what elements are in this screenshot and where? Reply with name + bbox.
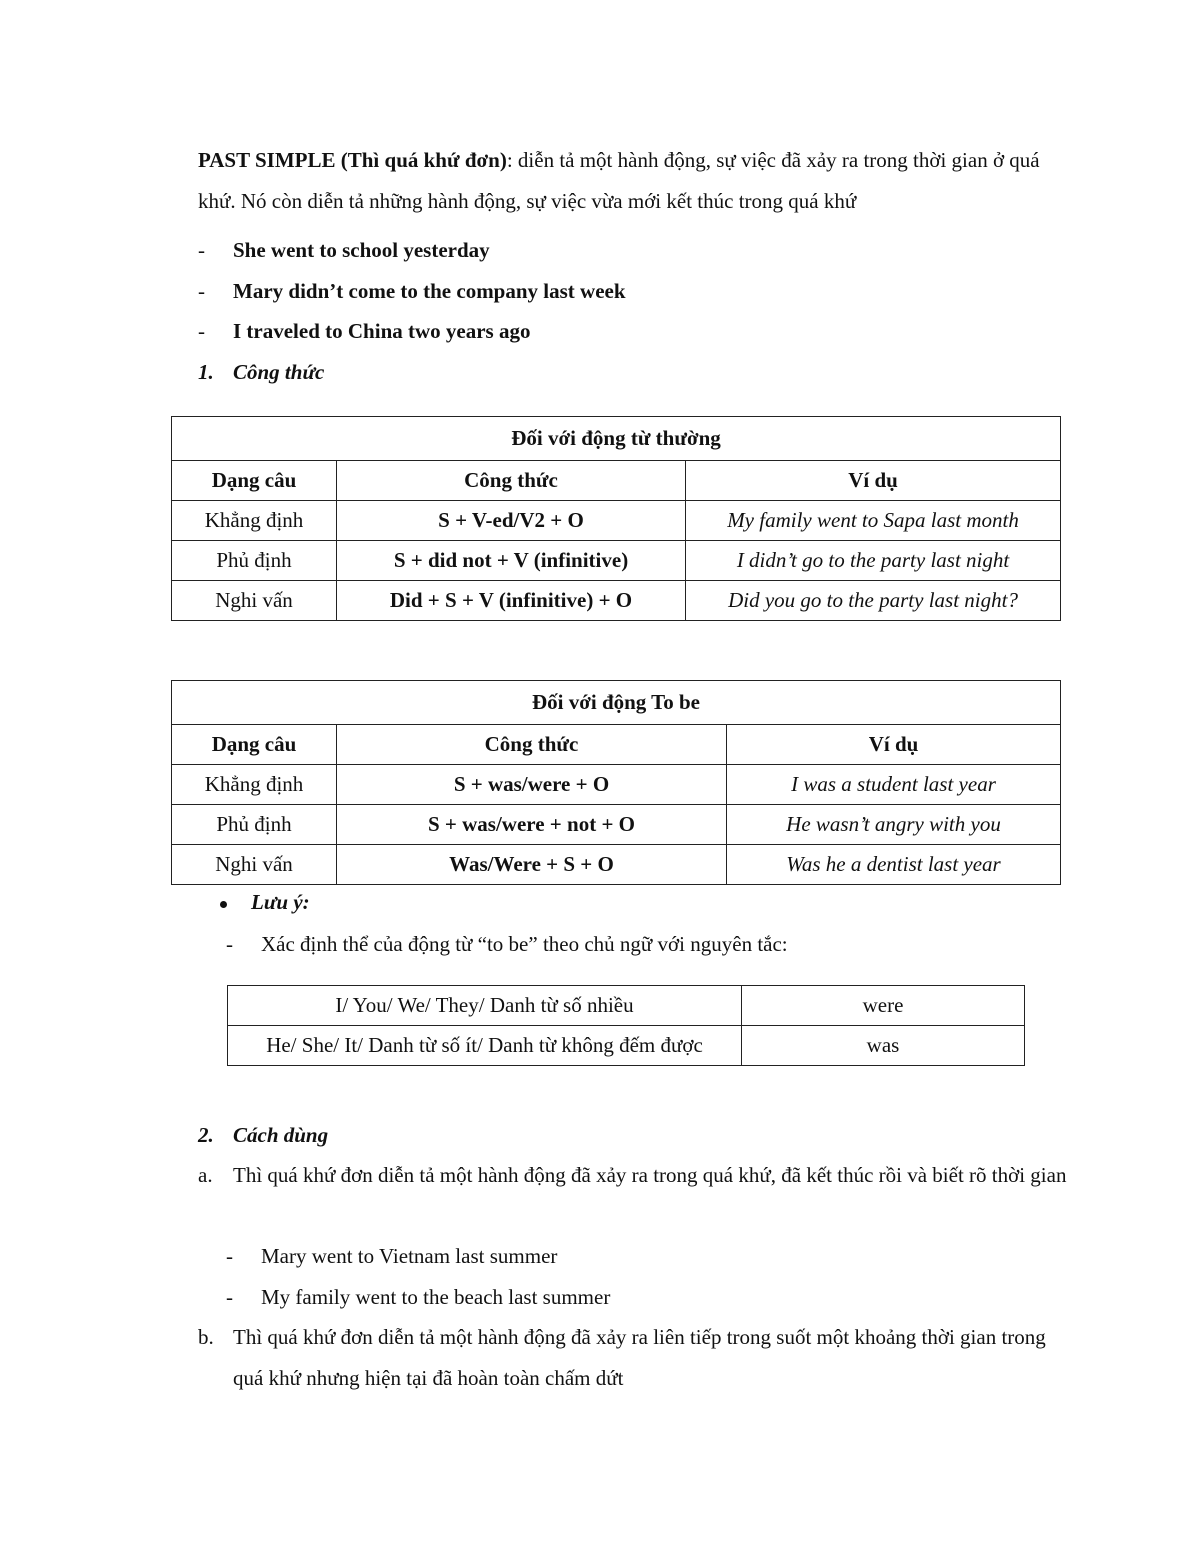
table-cell: S + was/were + O: [337, 765, 727, 805]
table-header: Dạng câu: [172, 725, 337, 765]
intro-paragraph: [198, 140, 1068, 222]
table-cell: Was/Were + S + O: [337, 845, 727, 885]
table-subject-rule: [227, 985, 1025, 1066]
usage-a-label: a.: [198, 1163, 213, 1187]
table-cell: were: [742, 986, 1025, 1026]
example-item: - She went to school yesterday: [198, 238, 490, 262]
usage-a: [198, 1155, 1068, 1196]
example-item: - Mary didn’t come to the company last week: [198, 279, 626, 303]
note-label-line: [220, 890, 310, 915]
table-cell: I was a student last year: [727, 765, 1061, 805]
table-header: Công thức: [337, 461, 686, 501]
table-cell: I/ You/ We/ They/ Danh từ số nhiều: [228, 986, 742, 1026]
table-cell: S + V-ed/V2 + O: [337, 501, 686, 541]
section-2-heading: 2. Cách dùng: [198, 1123, 329, 1147]
table-cell: Nghi vấn: [172, 845, 337, 885]
table-cell: Did you go to the party last night?: [686, 581, 1061, 621]
table-to-be: [171, 680, 1061, 885]
table-cell: Nghi vấn: [172, 581, 337, 621]
table-cell: S + did not + V (infinitive): [337, 541, 686, 581]
table-cell: Khẳng định: [172, 501, 337, 541]
usage-b: [198, 1317, 1068, 1399]
usage-a-text: Thì quá khứ đơn diễn tả một hành động đã xảy ra trong quá khứ, đã kết thúc rồi và biết rõ thời gian: [233, 1163, 1067, 1187]
table-header: Dạng câu: [172, 461, 337, 501]
intro-text: : diễn tả một hành động, sự việc đã xảy ra trong thời gian ở quá khứ. Nó còn diễn tả những hành động, sự việc vừa mới kết thúc trong quá khứ: [198, 148, 1040, 213]
table-cell: Phủ định: [172, 541, 337, 581]
table-cell: He/ She/ It/ Danh từ số ít/ Danh từ không đếm được: [228, 1026, 742, 1066]
table-title: Đối với động To be: [172, 681, 1061, 725]
table-title: Đối với động từ thường: [172, 417, 1061, 461]
table-cell: Was he a dentist last year: [727, 845, 1061, 885]
table-cell: Khẳng định: [172, 765, 337, 805]
note-text: Xác định thể của động từ “to be” theo chủ ngữ với nguyên tắc:: [261, 932, 788, 956]
usage-b-text: Thì quá khứ đơn diễn tả một hành động đã xảy ra liên tiếp trong suốt một khoảng thời gian trong quá khứ nhưng hiện tại đã hoàn toàn chấm dứt: [233, 1325, 1046, 1390]
table-regular-verbs: [171, 416, 1061, 621]
table-cell: S + was/were + not + O: [337, 805, 727, 845]
bullet-icon: [220, 901, 227, 908]
usage-b-label: b.: [198, 1325, 214, 1349]
usage-a-example: - Mary went to Vietnam last summer: [226, 1244, 558, 1268]
section-1-heading: 1. Công thức: [198, 360, 325, 384]
table-header: Công thức: [337, 725, 727, 765]
table-cell: He wasn’t angry with you: [727, 805, 1061, 845]
usage-a-example: - My family went to the beach last summer: [226, 1285, 611, 1309]
table-header: Ví dụ: [686, 461, 1061, 501]
table-cell: Did + S + V (infinitive) + O: [337, 581, 686, 621]
table-cell: was: [742, 1026, 1025, 1066]
table-cell: My family went to Sapa last month: [686, 501, 1061, 541]
note-label: Lưu ý:: [251, 890, 310, 914]
table-cell: Phủ định: [172, 805, 337, 845]
note-text-line: - Xác định thể của động từ “to be” theo chủ ngữ với nguyên tắc:: [226, 932, 788, 956]
table-cell: I didn’t go to the party last night: [686, 541, 1061, 581]
example-item: - I traveled to China two years ago: [198, 319, 531, 343]
table-header: Ví dụ: [727, 725, 1061, 765]
intro-title: PAST SIMPLE (Thì quá khứ đơn): [198, 148, 507, 172]
